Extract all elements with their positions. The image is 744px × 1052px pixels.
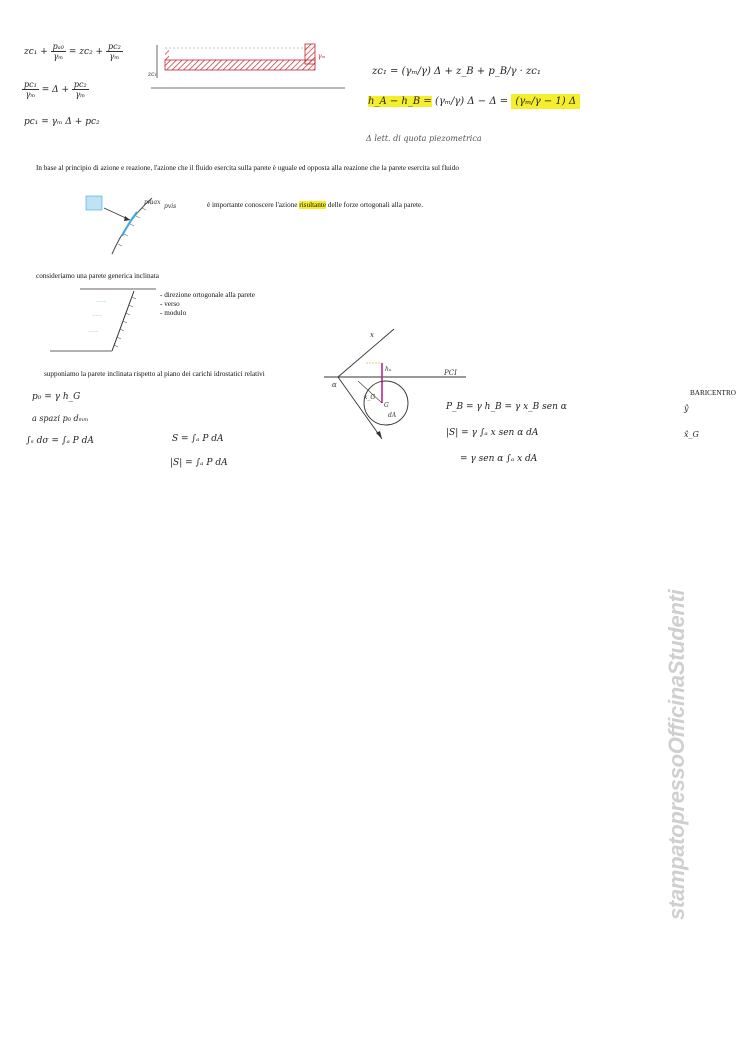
fraction-den: γₘ (25, 90, 36, 99)
fraction-num: pc₁ (24, 80, 37, 89)
equation-pressure-2: a spazi p₀ dₘₘ (32, 414, 89, 423)
bullet-direction: - direzione ortogonale alla parete (160, 291, 255, 300)
equation-bernoulli-2 (22, 80, 89, 99)
fraction-den: γₘ (75, 90, 86, 99)
eq-term: = zc₂ + (68, 47, 104, 57)
eq-term: = Δ + (41, 85, 69, 95)
label-pci: PCI (444, 369, 457, 377)
label-pvis: pvis (164, 203, 177, 210)
equation-force-2: |S| = ∫ₐ P dA (170, 458, 228, 468)
fraction-num: pc₂ (107, 42, 121, 51)
equation-force-1: S = ∫ₐ P dA (172, 434, 224, 444)
text-segment: è importante conoscere l'azione (207, 201, 300, 209)
paragraph-resultant (207, 201, 507, 210)
bullet-list-properties (160, 291, 255, 318)
fraction (106, 42, 123, 61)
highlight-rhs: (γₘ/γ − 1) Δ (511, 94, 580, 109)
fraction (22, 80, 39, 99)
note-piezometric: Δ lett. di quota piezometrica (366, 134, 482, 143)
paragraph-action-reaction: In base al principio di azione e reazione, l'azione che il fluido esercita sulla parete è uguale ed opposta alla reazione che la parete esercita sul fluido (36, 164, 459, 172)
label-pmax: pmax (144, 199, 161, 206)
eq-term: zc₁ + (24, 47, 48, 57)
inclined-wall-sketch (50, 285, 160, 355)
fraction-num: pₐ₀ (52, 42, 65, 51)
equation-bernoulli-1 (24, 42, 123, 61)
svg-text:~~~: ~~~ (92, 313, 103, 318)
heading-baricentro: BARICENTRO (690, 389, 736, 397)
fraction (72, 80, 89, 99)
fraction (51, 42, 66, 61)
fraction-den: γₘ (53, 52, 64, 61)
equation-incline-2: |S| = γ ∫ₐ x sen α dA (446, 428, 539, 438)
svg-text:~~~: ~~~ (88, 329, 99, 334)
bullet-modulus: - modulo (160, 309, 255, 318)
equation-piezometric-2 (368, 96, 580, 107)
equation-piezometric-1: zc₁ = (γₘ/γ) Δ + z_B + p_B/γ · zc₁ (372, 66, 541, 77)
equation-pressure-1: p₀ = γ h_G (32, 392, 81, 402)
label-x-axis: x (370, 331, 374, 339)
label-h: hₐ (385, 366, 392, 373)
label-gamma-m: γₘ (318, 53, 326, 60)
manometer-sketch (145, 40, 350, 95)
label-xg: x_G (364, 394, 376, 401)
eq-middle: (γₘ/γ) Δ − Δ = (434, 96, 509, 107)
incline-geometry-sketch (318, 325, 468, 445)
heading-inclined-wall: consideriamo una parete generica inclinata (36, 272, 159, 280)
bullet-verse: - verso (160, 300, 255, 309)
equation-incline-1: P_B = γ h_B = γ x_B sen α (446, 402, 567, 412)
fraction-num: pc₂ (73, 80, 87, 89)
equation-incline-3: = γ sen α ∫ₐ x dA (460, 454, 538, 464)
label-alpha: α (332, 381, 337, 389)
bari-label-2: x̂_G (684, 430, 699, 439)
label-da: dA (388, 412, 397, 419)
paragraph-inclined-wall: supponiamo la parete inclinata rispetto al piano dei carichi idrostatici relativi (44, 370, 265, 378)
label-g: G (384, 402, 389, 409)
watermark: stampatopressoOfficinaStudenti (664, 589, 689, 920)
equation-bernoulli-3: pc₁ = γₘ Δ + pc₂ (24, 117, 100, 127)
highlighted-word: risultante (299, 201, 327, 209)
highlight-lhs: h_A − h_B = (368, 96, 432, 107)
equation-pressure-3: ∫ₛ dσ = ∫ₐ P dA (26, 436, 94, 446)
label-zc1: zc₁ (148, 71, 157, 78)
bari-label-1: ŷ (684, 404, 689, 413)
svg-text:~~~: ~~~ (96, 299, 107, 304)
text-segment: delle forze ortogonali alla parete. (326, 201, 424, 209)
plate-force-sketch (82, 190, 192, 260)
fraction-den: γₘ (109, 52, 120, 61)
